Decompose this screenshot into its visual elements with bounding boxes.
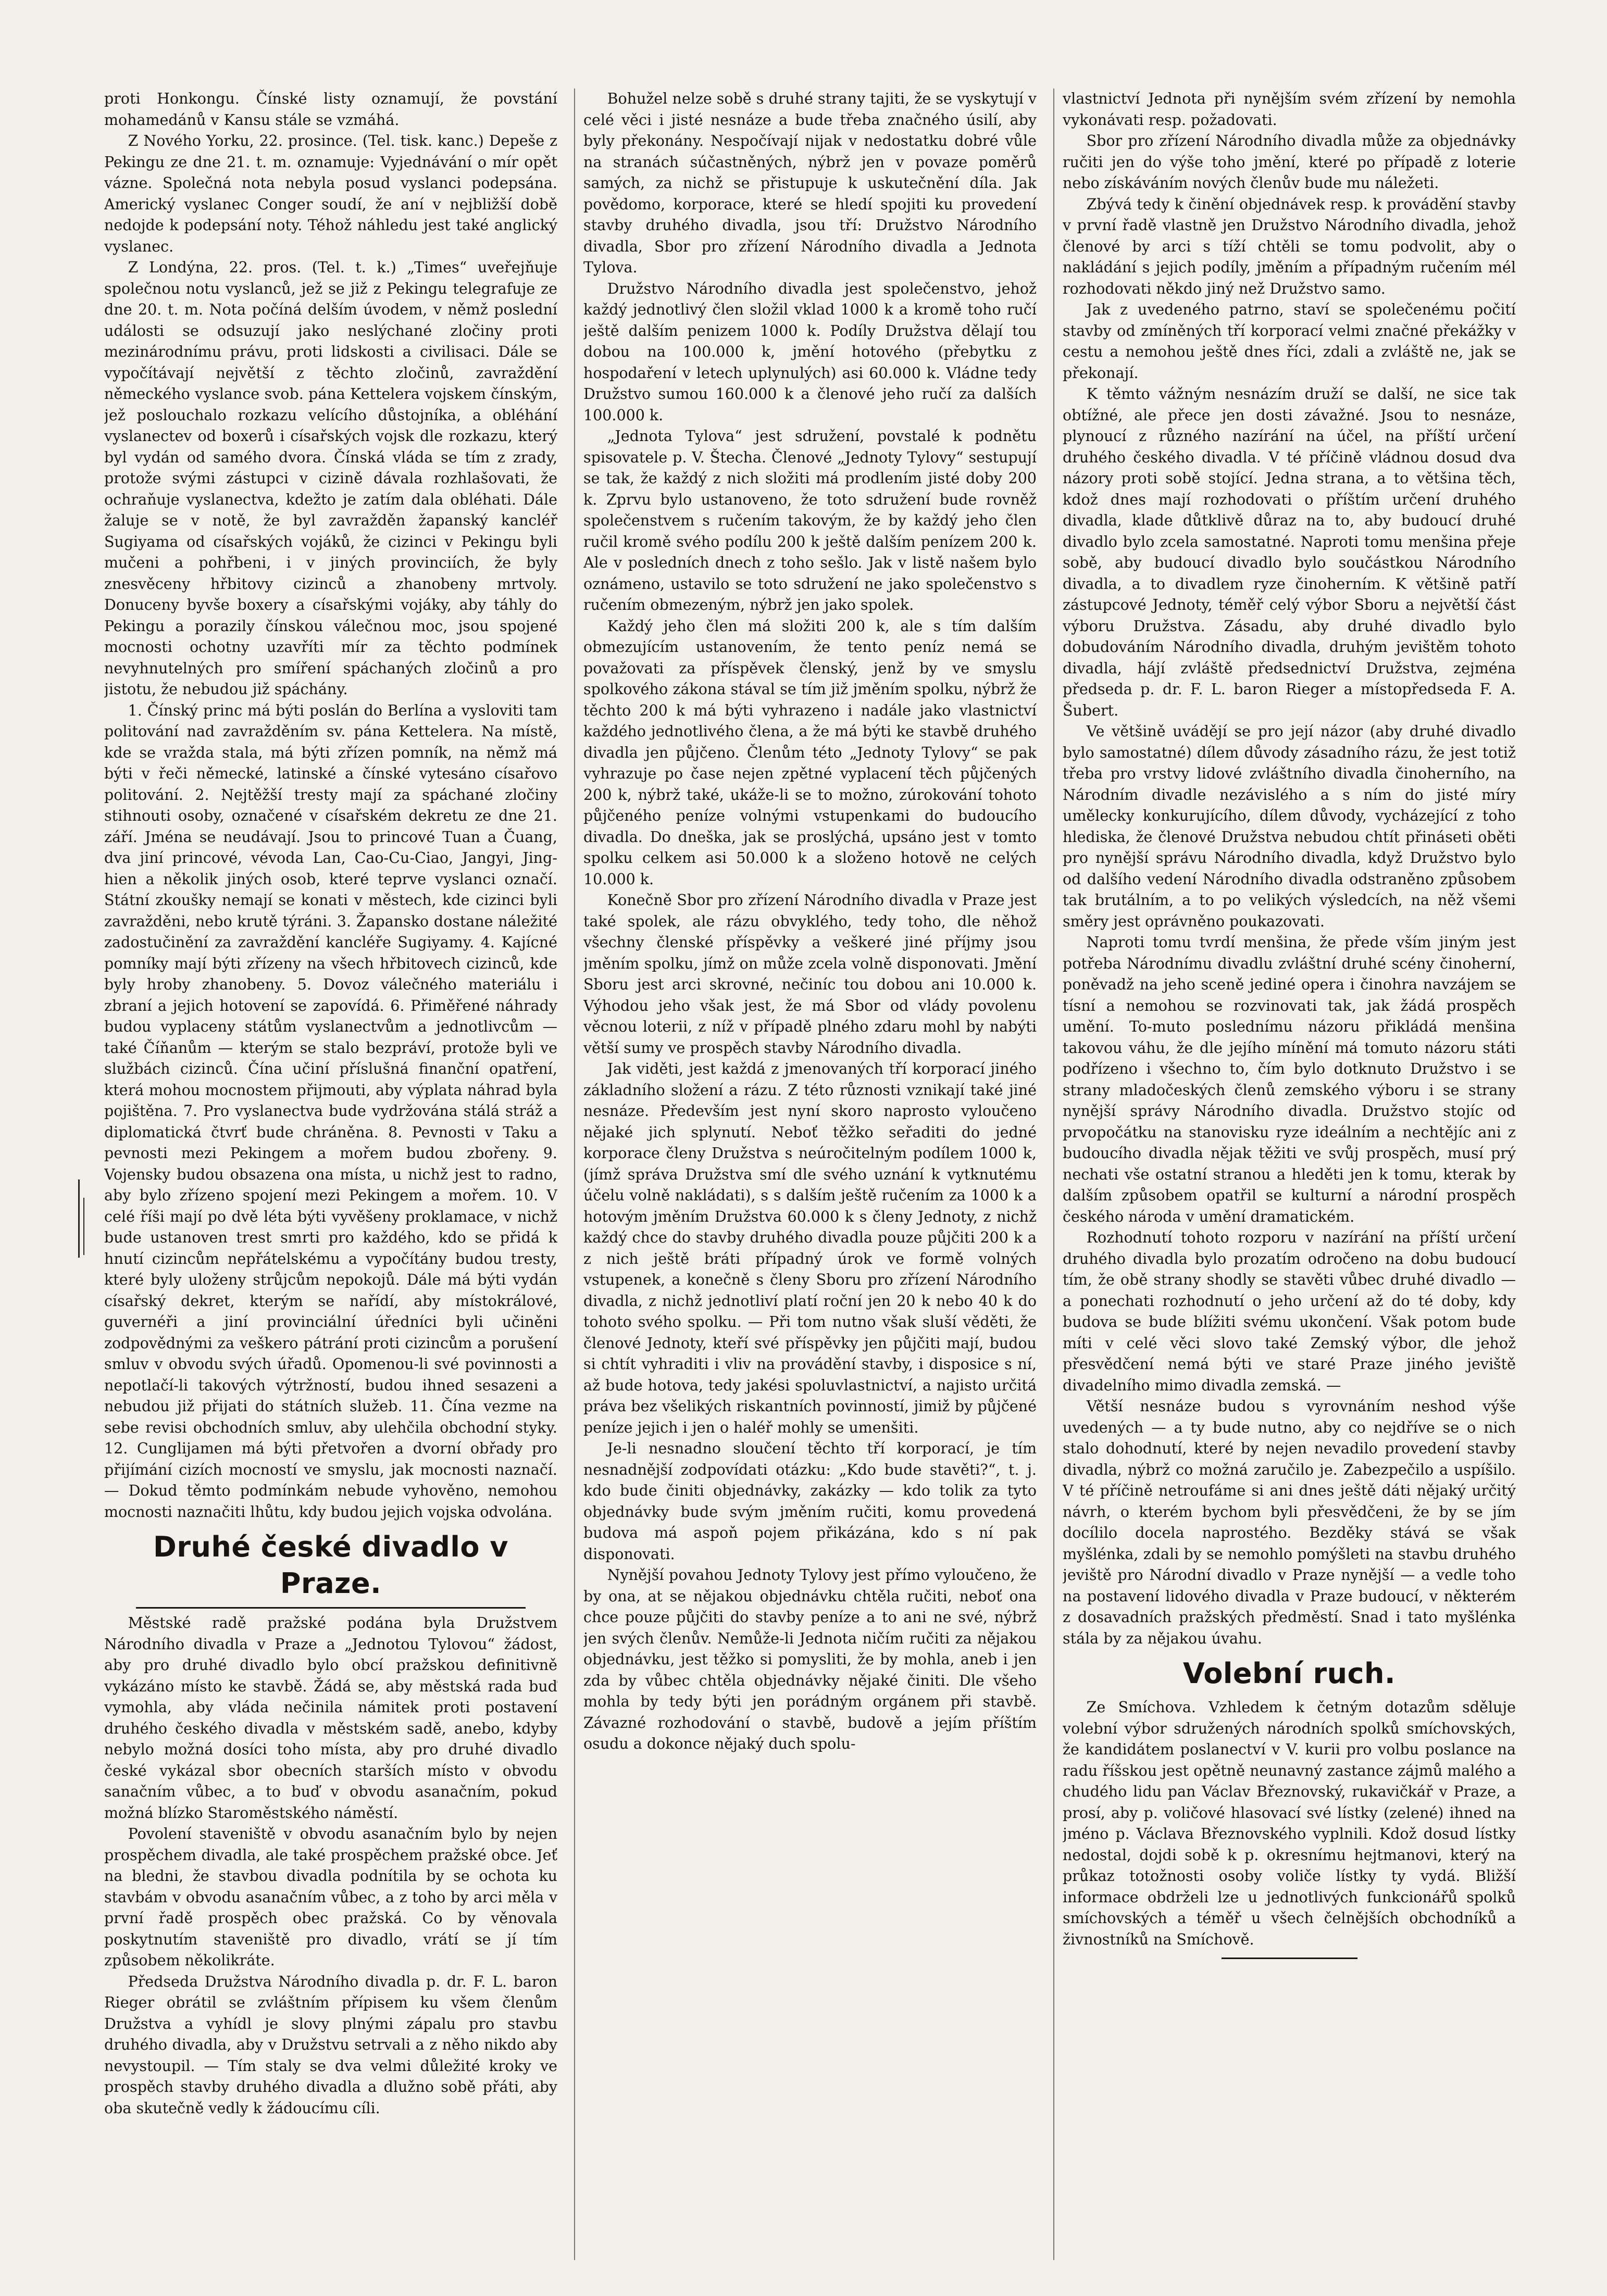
column-3 xyxy=(1063,89,1516,2255)
binding-mark xyxy=(78,1180,80,1258)
article-paragraph: Každý jeho člen má složiti 200 k, ale s tím dalším obmezujícím ustanovením, že tento peníz nemá se považovati za příspěvek členský, jenž by ve smyslu spolkového zákona stával se tím již jměním spolku, nýbrž že těchto 200 k má býti vyhrazeno i nadále jako vlastnictví každého jednotlivého člena, a že má býti ke stavbě druhého divadla jen půjčeno. Členům této „Jednoty Tylovy“ se pak vyhrazuje po čase nejen zpětné vyplacení těch půjčených 200 k, nýbrž také, ukáže-li se to možno, zúrokování tohoto půjčeného peníze volnými vstupenkami do budoucího divadla. Do dneška, jak se proslýchá, upsáno jest v tomto spolku celkem asi 50.000 k a složeno hotově ne celých 10.000 k. xyxy=(583,617,1037,888)
article-paragraph: Je-li nesnadno sloučení těchto tří korporací, je tím nesnadnější zodpovídati otázku: „Kdo bude stavěti?“, t. j. kdo bude činiti objednávky, zakázky — kdo tolik za tyto objednávky bude svým jměním ručiti, komu provedená budova má aspoň pojem přikázána, kdo s ní pak disponovati. xyxy=(583,1440,1037,1563)
article-paragraph: Zbývá tedy k činění objednávek resp. k provádění stavby v první řadě vlastně jen Družstvo Národního divadla, jehož členové by arci s tíží chtěli se tomu podvolit, aby o nakládání s jejich podíly, jměním a případným ručením mél rozhodovati někdo jiný než Družstvo samo. xyxy=(1063,195,1516,297)
news-paragraph: 1. Čínský princ má býti poslán do Berlína a vysloviti tam politování nad zavražděním sv. pána Kettelera. Na místě, kde se vražda stala, má býti zřízen pomník, na němž má býti v řeči německé, latinské a čínské vytesáno císařovo politování. 2. Nejtěžší tresty mají za spáchané zločiny stihnouti osoby, označené v císařském dekretu ze dne 21. září. Jména se neudávají. Jsou to princové Tuan a Čuang, dva jiní princové, vévoda Lan, Cao-Cu-Ciao, Jangyi, Jing-hien a několik jiných osob, které teprve vyslanci označí. Státní zkoušky nemají se konati v městech, kde cizinci byli zavražděni, nebo krutě týráni. 3. Žapansko dostane náležité zadostučinění za zavraždění kancléře Sugiyamy. 4. Kajícné pomníky mají býti zřízeny na všech hřbitovech cizinců, kde byly hroby zhanobeny. 5. Dovoz válečného materiálu i zbraní a jejich hotovení se zapovídá. 6. Přiměřené náhrady budou vyplaceny státům vyslanectvům a jednotlivcům — také Číňanům — kterým se stalo bezpráví, protože byli ve službách cizinců. Čína učiní příslušná finanční opatření, která mohou mocnostem přijmouti, aby výplata náhrad byla pojištěna. 7. Pro vyslanectva bude vydržována stálá stráž a diplomatická čtvrť bude chráněna. 8. Pevnosti v Taku a pevnosti mezi Pekingem a mořem budou zbořeny. 9. Vojensky budou obsazena ona místa, u nichž jest to radno, aby bylo zřízeno spojení mezi Pekingem a mořem. 10. V celé říši mají po dvě léta býti vyvěšeny proklamace, v nichž bude ustanoven trest smrti pro každého, kdo se přidá k hnutí cizincům nepřátelskému a vypočítány budou tresty, které byly uloženy strůjcům nepokojů. Dále má býti vydán císařský dekret, kterým se nařídí, aby místokrálové, guvernéři a jiní provinciální úředníci byli učiněni zodpovědnými za veškero pátrání proti cizincům a porušení smluv v obvodu svých úřadů. Opomenou-li své povinnosti a nepotlačí-li takových výtržností, budou ihned sesazeni a nebudou již přijati do státních služeb. 11. Čína vezme na sebe revisi obchodních smluv, aby ulehčila obchodní styky. 12. Cunglijamen má býti přetvořen a dvorní obřady pro přijímání cizích mocností ve smyslu, jak mocnosti naznačí. — Dokud těmto podmínkám nebude vyhověno, nemohou mocnosti naznačiti lhůtu, kdy budou jejich vojska odvolána. xyxy=(104,701,557,1521)
article-paragraph: Městské radě pražské podána byla Družstvem Národního divadla v Praze a „Jednotou Tylovou“ žádost, aby pro druhé divadlo bylo obcí pražskou definitivně vykázáno místo ke stavbě. Žádá se, aby městská rada buď vymohla, aby vláda nečinila námitek proti postavení druhého českého divadla v městském sadě, anebo, kdyby nebylo možná dosíci toho místa, aby pro druhé divadlo české vykázal sbor obecních starších místo v obvodu sanačním vůbec, a to buď v obvodu asanačním, pokud možná blízko Staroměstského náměstí. xyxy=(104,1614,557,1822)
article-headline: Druhé české divadlo v Praze. xyxy=(153,1530,508,1600)
binding-mark xyxy=(83,1198,84,1255)
column-1 xyxy=(104,89,557,2255)
news-paragraph: Z Londýna, 22. pros. (Tel. t. k.) „Times“ uveřejňuje společnou notu vyslanců, jež se již z Pekingu telegrafuje ze dne 20. t. m. Nota počíná delším úvodem, v němž poslední události se odsuzují jako neslýchané zločiny proti mezinárodnímu právu, proti lidskosti a civilisaci. Dále se vypočítávají největší z těchto zločinů, zavraždění německého vyslance svob. pána Kettelera vojskem čínským, jež poslouchalo rozkazu velícího důstojníka, a obléhání vyslanectev od boxerů i císařských vojsk dle rozkazu, který byl vydán od samého dvora. Čínská vláda se tím z zrady, protože svými zástupci v cizině dávala rozhlašovati, že ochraňuje vyslanectva, kdežto je zatím dala obléhati. Dále žaluje se v notě, že byl zavražděn žapanský kancléř Sugiyama od císařských vojáků, že cizinci v Pekingu byli mučeni a pohřbeni, i v jiných provinciích, že byly znesvěceny hřbitovy cizinců a zhanobeny mrtvoly. Donuceny byvše boxery a císařskými vojáky, aby táhly do Pekingu a porazily čínskou válečnou moc, jsou spojené mocnosti ochotny uzavříti mír za těchto podmínek nevyhnutelných pro smíření spáchaných zločinů a pro jistotu, že nebudou již spáchány. xyxy=(104,259,557,698)
column-rule xyxy=(574,89,575,2260)
article-paragraph: Konečně Sbor pro zřízení Národního divadla v Praze jest také spolek, ale rázu obvyklého, tedy toho, dle něhož všechny členské příspěvky a veškeré jiné příjmy jsou jměním spolku, jímž on může zcela volně disponovati. Jmění Sboru jest arci skrovné, nečiníc tou dobou ani 10.000 k. Výhodou jeho však jest, že má Sbor od vlády povolenu věcnou loterii, z níž v případě plného zdaru mohl by nabýti větší sumy ve prospěch stavby Národního divadla. xyxy=(583,892,1037,1057)
article-paragraph: „Jednota Tylova“ jest sdružení, povstalé k podnětu spisovatele p. V. Štecha. Členové „Jednoty Tylovy“ sestupují se tak, že každý z nich složiti má prodlením jisté doby 200 k. Zprvu bylo ustanoveno, že toto sdružení bude rovněž společenstvem s ručením takovým, že by každý jeho člen ručil kromě svého podílu 200 k ještě dalším penízem 200 k. Ale v posledních dnech z toho sešlo. Jak v listě našem bylo oznámeno, ustavilo se toto sdružení ne jako společenstvo s ručením obmezeným, nýbrž jen jako spolek. xyxy=(583,428,1037,613)
article-paragraph: vlastnictví Jednota při nynějším svém zřízení by nemohla vykonávati resp. požadovati. xyxy=(1063,90,1516,129)
article-headline: Volební ruch. xyxy=(1182,1657,1396,1690)
article-paragraph: Předseda Družstva Národního divadla p. dr. F. L. baron Rieger obrátil se zvláštním přípisem ku všem členům Družstva a vyhídl je slovy plnými zápalu pro stavbu druhého divadla, aby v Družstvu setrvali a z něho nikdo aby nevystoupil. — Tím staly se dva velmi důležité kroky ve prospěch stavby druhého divadla a dlužno sobě přáti, aby oba skutečně vedly k žádoucímu cíli. xyxy=(104,1973,557,2117)
article-paragraph: Bohužel nelze sobě s druhé strany tajiti, že se vyskytují v celé věci i jisté nesnáze a bude třeba značného úsilí, aby byly překonány. Nespočívají nijak v nedostatku dobré vůle na stranách súčastněných, nýbrž jen v povaze poměrů samých, za nichž se přistupuje k uskutečnění díla. Jak povědomo, korporace, které se hledí spojiti ku provedení stavby druhého divadla, jsou tří: Družstvo Národního divadla, Sbor pro zřízení Národního divadla a Jednota Tylova. xyxy=(583,90,1037,276)
article-paragraph: Nynější povahou Jednoty Tylovy jest přímo vyloučeno, že by ona, at se nějakou objednávku chtěla ručiti, neboť ona chce pouze půjčiti do stavby peníze a to ani ne své, nýbrž jen svých členův. Nemůže-li Jednota ničím ručiti za nějakou objednávku, jest těžko si pomysliti, že by mohla, aneb i jen zda by vůbec chtěla objednávky nějaké činiti. Dle všeho mohla by tedy býti jen porádným orgánem při stavbě. Závazné rozhodování o stavbě, budově a jejím příštím osudu a dokonce nějaký duch spolu- xyxy=(583,1566,1037,1752)
article-paragraph: K těmto vážným nesnázím druží se další, ne sice tak obtížné, ale přece jen dosti závažné. Jsou to nesnáze, plynoucí z různého nazírání na účel, na příští určení druhého českého divadla. V té příčině vládnou dosud dva názory proti sobě stojící. Jedna strana, a to většina těch, kdož dnes mají rozhodovati o příštím určení druhého divadla, klade důtklivě důraz na to, aby budoucí druhé divadlo bylo zcela samostatné. Naproti tomu menšina přeje sobě, aby budoucí divadlo bylo součástkou Národního divadla, a to divadlem ryze činoherním. K většině patří zástupcové Jednoty, téměř celý výbor Sboru a největší část výboru Družstva. Zásadu, aby druhé divadlo bylo dobudováním Národního divadla, druhým jevištěm tohoto divadla, hájí zvláště předsednictví Družstva, zejména předseda p. dr. F. L. baron Rieger a místopředseda F. A. Šubert. xyxy=(1063,385,1516,719)
article-paragraph: Ve většině uvádějí se pro její názor (aby druhé divadlo bylo samostatné) dílem důvody zásadního rázu, že jest totiž třeba pro vrstvy lidové zvláštního divadla činoherního, na Národním divadle nezávislého a s ním do jisté míry umělecky konkurujícího, dílem důvody, vycházející z toho hlediska, že členové Družstva nebudou chtít přináseti oběti pro nynější správu Národního divadla, když Družstvo bylo od dalšího vedení Národního divadla odstraněno způsobem tak brutálním, a to po velikých výsledcích, na něž všemi směry jest oprávněno poukazovati. xyxy=(1063,723,1516,930)
article-paragraph: Jak viděti, jest každá z jmenovaných tří korporací jiného základního složení a rázu. Z této různosti vznikají také jiné nesnáze. Především jest nyní skoro naprosto vyloučeno nějaké jich splynutí. Neboť těžko seřaditi do jedné korporace členy Družstva s neúročitelným podílem 1000 k, (jímž správa Družstva smí dle svého uznání k vytknutému účelu volně nakládati), s s dalším ještě ručením za 1000 k a hotovým jměním Družstva 60.000 k s členy Jednoty, z nichž každý chce do stavby druhého divadla pouze půjčiti 200 k a z nich ještě bráti případný úrok ve formě volných vstupenek, a konečně s členy Sboru pro zřízení Národního divadla, z nichž jednotliví platí roční jen 20 k nebo 40 k do tohoto svého spolku. — Při tom nutno však sluší věděti, že členové Jednoty, kteří své příspěvky jen půjčiti mají, budou si chtít vyhraditi i vliv na provádění stavby, i disposice s ní, až bude hotova, tedy jakési spoluvlastnictví, a najisto určitá práva bez všelikých riskantních povinností, jimiž by půjčené peníze jejich i jen o haléř mohly se umenšiti. xyxy=(583,1060,1037,1436)
end-rule xyxy=(1222,1958,1357,1959)
news-paragraph: Z Nového Yorku, 22. prosince. (Tel. tisk. kanc.) Depeše z Pekingu ze dne 21. t. m. oznamuje: Vyjednávání o mír opět vázne. Společná nota nebyla posud vyslanci podepsána. Americký vyslanec Conger soudí, že aní v nejbližší době nedojde k podepsání noty. Téhož náhledu jest také anglický vyslanec. xyxy=(104,132,557,255)
column-2 xyxy=(583,89,1037,2255)
article-paragraph: Větší nesnáze budou s vyrovnáním neshod výše uvedených — a ty bude nutno, aby co nejdříve se o nich stalo dohodnutí, které by nejen nevadilo provedení stavby divadla, nýbrž co možná zaručilo je. Zabezpečilo a uspíšilo. V té příčině netroufáme si ani dnes ještě dáti nějaký určitý návrh, o kterém bychom byli přesvědčeni, že by se jím docílilo docela naprostého. Bezděky stává se však myšlénka, zdali by se nemohlo pomýšleti na stavbu druhého jeviště pro Národní divadlo v Praze nynější — a vedle toho na postavení lidového divadla v Praze budoucí, v některém z dosavadních pražských předměstí. Snad i tato myšlénka stála by za nějakou úvahu. xyxy=(1063,1398,1516,1647)
column-rule xyxy=(1053,89,1054,2260)
article-paragraph: Sbor pro zřízení Národního divadla může za objednávky ručiti jen do výše toho jmění, které po případě z loterie nebo získáváním nových členův bude mu náležeti. xyxy=(1063,132,1516,192)
headline-underline xyxy=(136,1607,526,1609)
article-paragraph: Rozhodnutí tohoto rozporu v nazírání na příští určení druhého divadla bylo prozatím odročeno na dobu budoucí tím, že obě strany shodly se stavěti vůbec druhé divadlo — a ponechati rozhodnutí o jeho určení až do té doby, kdy budova se bude blížiti svému ukončení. Však potom bude míti v celé věci slovo také Zemský výbor, dle jehož přesvědčení nemá býti ve staré Praze jiného jeviště divadelního mimo divadla zemská. — xyxy=(1063,1229,1516,1394)
news-paragraph: proti Honkongu. Čínské listy oznamují, že povstání mohamedánů v Kansu stále se vzmáhá. xyxy=(104,90,557,129)
article-paragraph: Jak z uvedeného patrno, staví se společenému počití stavby od zmíněných tří korporací velmi značné překážky v cestu a nemohou ještě dnes říci, zdali a zvláště ne, jak se překonají. xyxy=(1063,301,1516,382)
article-paragraph: Povolení staveniště v obvodu asanačním bylo by nejen prospěchem divadla, ale také prospěchem pražské obce. Jeť na bledni, že stavbou divadla podnítila by se ochota ku stavbám v obvodu asanačním vůbec, a z toho by arci měla v první řadě prospěch obec pražská. Co by věnovala poskytnutím staveniště pro divadlo, vrátí se jí tím způsobem několikráte. xyxy=(104,1825,557,1969)
article-paragraph: Družstvo Národního divadla jest společenstvo, jehož každý jednotlivý člen složil vklad 1000 k a kromě toho ručí ještě dalším penizem 1000 k. Podíly Družstva dělají tou dobou na 100.000 k, jmění hotového (přebytku z hospodaření v letech uplynulých) asi 60.000 k. Vládne tedy Družstvo sumou 160.000 k a členové jeho ručí za dalších 100.000 k. xyxy=(583,280,1037,424)
article-paragraph: Naproti tomu tvrdí menšina, že přede vším jiným jest potřeba Národnímu divadlu zvláštní druhé scény činoherní, poněvadž na jeho sceně jediné opera i činohra navzájem se tísní a nemohou se rozvinovati tak, jak žádá prospěch umění. To-muto poslednímu názoru přikládá menšina takovou váhu, že dle jejího mínění má tomuto názoru státi podřízeno i všechno to, čím bylo dotknuto Družstvo i se strany mladočeských členů zemského výboru i se strany nynější správy Národního divadla. Družstvo stojíc od prvopočátku na stanovisku ryze ideálním a nechtějíc ani z budoucího divadla nějak těžiti ve svůj prospěch, musí prý nechati vše ostatní stranou a hleděti jen k tomu, kterak by dalším způsobem opatřil se kulturní a národní prospěch českého národa v umění dramatickém. xyxy=(1063,934,1516,1225)
election-paragraph: Ze Smíchova. Vzhledem k četným dotazům sděluje volební výbor sdružených národních spolků smíchovských, že kandidátem poslanectví v V. kurii pro volbu poslance na radu říšskou jest opětně neunavný zastance zájmů malého a chudého lidu pan Václav Březnovský, rukavičkář v Praze, a prosí, aby p. voličové hlasovací své lístky (zelené) ihned na jméno p. Václava Březnovského vyplnili. Kdož dosud lístky nedostal, dojdi sobě k p. okresnímu hejtmanovi, který na průkaz totožnosti osoby voliče lístky ty vydá. Bližší informace obdrželi lze u jednotlivých funkcionářů spolků smíchovských a téměř u všech čelnějších obchodníků a živnostníků na Smíchově. xyxy=(1063,1699,1516,1948)
